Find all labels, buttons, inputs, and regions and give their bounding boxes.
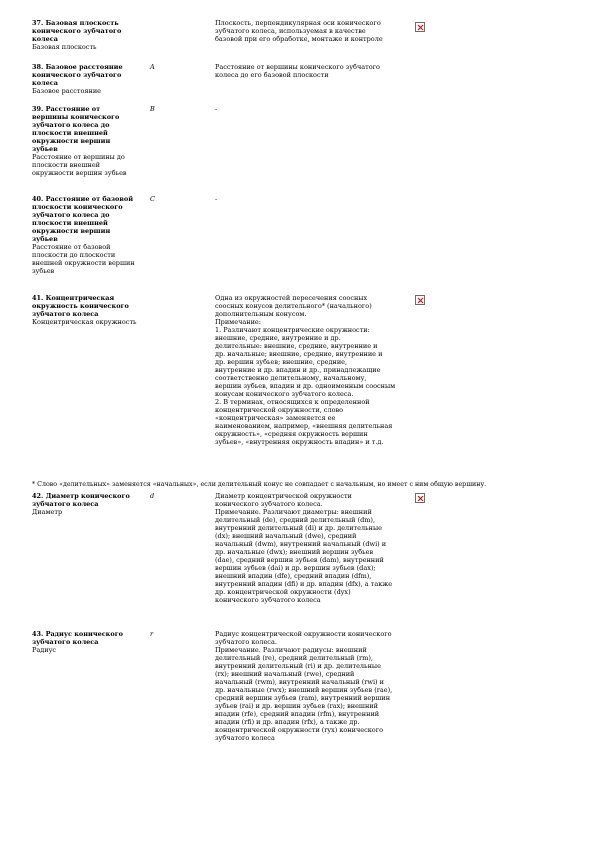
definition-line: внешний впадин (dfe), средний впадин (dfm), [215, 572, 372, 580]
definition-line: впадин (rfe), средний впадин (rfm), внутренний [215, 710, 380, 718]
term-line: 38. Базовое расстояние [32, 63, 123, 71]
definition-line: др. начальные (rwx); внешний вершин зубьев (rae), [215, 686, 393, 694]
definition-line: зубчатого колеса. [215, 638, 277, 646]
term-line: зубчатого колеса [32, 638, 99, 646]
term-definition [215, 63, 411, 79]
term-short-name: Концентрическая окружность [32, 318, 137, 326]
term-name [32, 105, 144, 177]
definition-line: Расстояние от вершины конического зубчатого [215, 63, 380, 71]
definition-line: концентрической окружности, слово [215, 406, 344, 414]
definition-line: соосных конусов делительного* (начального) [215, 302, 372, 310]
definition-line: окружность», «средняя окружность вершин [215, 430, 368, 438]
term-short-name: Радиус [32, 646, 57, 654]
term-name [32, 19, 144, 51]
term-short-name: Базовое расстояние [32, 87, 102, 95]
definition-line: дополнительным конусом. [215, 310, 307, 318]
term-definition [215, 630, 411, 742]
term-line: колеса [32, 79, 58, 87]
term-line: зубьев [32, 235, 58, 243]
term-short-name: зубьев [32, 267, 55, 275]
definition-line: зубьев (rai) и др. вершин зубьев (rax); внешний [215, 702, 378, 710]
term-short-name: Расстояние от базовой [32, 243, 111, 251]
definition-line: внутренний делительный (ri) и др. делительные [215, 662, 381, 670]
term-line: конического зубчатого [32, 71, 122, 79]
term-line: зубчатого колеса до [32, 211, 110, 219]
term-line: 42. Диаметр конического [32, 492, 130, 500]
definition-line: колеса до его базовой плоскости [215, 71, 329, 79]
definition-line: делительный (re), средний делительный (rm), [215, 654, 373, 662]
definition-line: - [215, 195, 218, 203]
term-short-name: окружности вершин зубьев [32, 169, 127, 177]
term-definition [215, 105, 411, 113]
definition-line: Плоскость, перпендикулярная оси конического [215, 19, 381, 27]
definition-line: концентрической окружности (ryx) конического [215, 726, 384, 734]
definition-line: (dae), средний вершин зубьев (dam), внутренний [215, 556, 384, 564]
definition-line: вершин зубьев (dai) и др. вершин зубьев (dax); [215, 564, 376, 572]
term-line: 39. Расстояние от [32, 105, 101, 113]
definition-line: зубчатого колеса [215, 734, 275, 742]
term-line: окружности вершин [32, 137, 111, 145]
broken-image-icon [415, 493, 425, 503]
definition-line: 1. Различают концентрические окружности: [215, 326, 370, 334]
definition-line: Радиус концентрической окружности конического [215, 630, 392, 638]
term-line: окружности вершин [32, 227, 111, 235]
term-line: зубьев [32, 145, 58, 153]
definition-line: - [215, 105, 218, 113]
definition-line: зубчатого колеса, используемая в качестве [215, 27, 366, 35]
definition-line: 2. В терминах, относящихся к определенной [215, 398, 370, 406]
definition-line: (dx); внешний начальный (dwe), средний [215, 532, 357, 540]
definition-line: внутренний впадин (dfi) и др. впадин (dfx), а также [215, 580, 393, 588]
term-line: 40. Расстояние от базовой [32, 195, 134, 203]
definition-line: конического зубчатого колеса. [215, 500, 323, 508]
broken-image-icon [415, 295, 425, 305]
term-line: зубчатого колеса [32, 500, 99, 508]
definition-line: зубьев», «внутренняя окружность впадин» и т.д. [215, 438, 384, 446]
definition-line: Одна из окружностей пересечения соосных [215, 294, 368, 302]
definition-line: начальный (rwm), внутренний начальный (rwi) и [215, 678, 384, 686]
term-symbol: B [150, 105, 155, 113]
term-name [32, 294, 144, 326]
definition-line: др. концентрической окружности (dyx) [215, 588, 351, 596]
term-line: конического зубчатого [32, 27, 122, 35]
definition-line: внутренние и др. впадин и др., принадлежащие [215, 366, 381, 374]
term-definition [215, 19, 411, 43]
term-line: зубчатого колеса [32, 310, 99, 318]
term-symbol: d [150, 492, 155, 500]
definition-line: др. вершин зубьев; внешние, средние, [215, 358, 348, 366]
term-name [32, 630, 144, 654]
term-line: плоскости конического [32, 203, 123, 211]
definition-line: Примечание. Различают радиусы: внешний [215, 646, 367, 654]
term-line: плоскости внешней [32, 129, 108, 137]
definition-line: др. начальные (dwx); внешний вершин зубьев [215, 548, 374, 556]
term-line: 37. Базовая плоскость [32, 19, 119, 27]
term-line: вершины конического [32, 113, 120, 121]
term-line: окружность конического [32, 302, 129, 310]
term-definition [215, 294, 411, 446]
term-line: 41. Концентрическая [32, 294, 115, 302]
term-short-name: Диаметр [32, 508, 63, 516]
term-short-name: Расстояние от вершины до [32, 153, 125, 161]
term-line: зубчатого колеса до [32, 121, 110, 129]
definition-line: внешние, средние, внутренние и др. [215, 334, 341, 342]
term-definition [215, 195, 411, 203]
definition-line: «концентрическая» заменяется ее [215, 414, 336, 422]
term-symbol: r [150, 630, 154, 638]
term-name [32, 195, 144, 275]
definition-line: (rx); внешний начальный (rwe), средний [215, 670, 355, 678]
definition-line: делительный (de), средний делительный (dm), [215, 516, 376, 524]
term-name [32, 492, 144, 516]
definition-line: конического зубчатого колеса [215, 596, 321, 604]
term-line: плоскости внешней [32, 219, 108, 227]
definition-line: делительные: внешние, средние, внутренние и [215, 342, 378, 350]
definition-line: впадин (rfi) и др. впадин (rfx), а также др. [215, 718, 360, 726]
definition-line: базовой при его обработке, монтаже и контроле [215, 35, 383, 43]
term-symbol: C [150, 195, 155, 203]
definition-line: Примечание: [215, 318, 261, 326]
term-line: колеса [32, 35, 58, 43]
definition-line: Примечание. Различают диаметры: внешний [215, 508, 372, 516]
term-short-name: плоскости внешней [32, 161, 101, 169]
definition-line: соответственно делительному, начальному, [215, 374, 367, 382]
term-line: 43. Радиус конического [32, 630, 124, 638]
definition-line: внутренний делительный (di) и др. делительные [215, 524, 382, 532]
term-name [32, 63, 144, 95]
term-definition [215, 492, 411, 604]
term-short-name: Базовая плоскость [32, 43, 97, 51]
term-short-name: внешней окружности вершин [32, 259, 135, 267]
definition-line: средний вершин зубьев (ram), внутренний вершин [215, 694, 391, 702]
definition-line: конусам конического зубчатого колеса. [215, 390, 354, 398]
term-short-name: плоскости до плоскости [32, 251, 116, 259]
broken-image-icon [415, 22, 425, 32]
definition-line: Диаметр концентрической окружности [215, 492, 352, 500]
definition-line: др. начальные; внешние, средние, внутренние и [215, 350, 383, 358]
definition-line: начальный (dwm), внутренний начальный (dwi) и [215, 540, 387, 548]
footnote: * Слово «делительных» заменяется «начальных», если делительный конус не совпадает с начальным, но имеет с ним общую вершину. [32, 481, 487, 488]
term-symbol: A [150, 63, 155, 71]
definition-line: вершин зубьев, впадин и др. одноименным соосным [215, 382, 396, 390]
definition-line: наименованием, например, «внешняя делительная [215, 422, 393, 430]
